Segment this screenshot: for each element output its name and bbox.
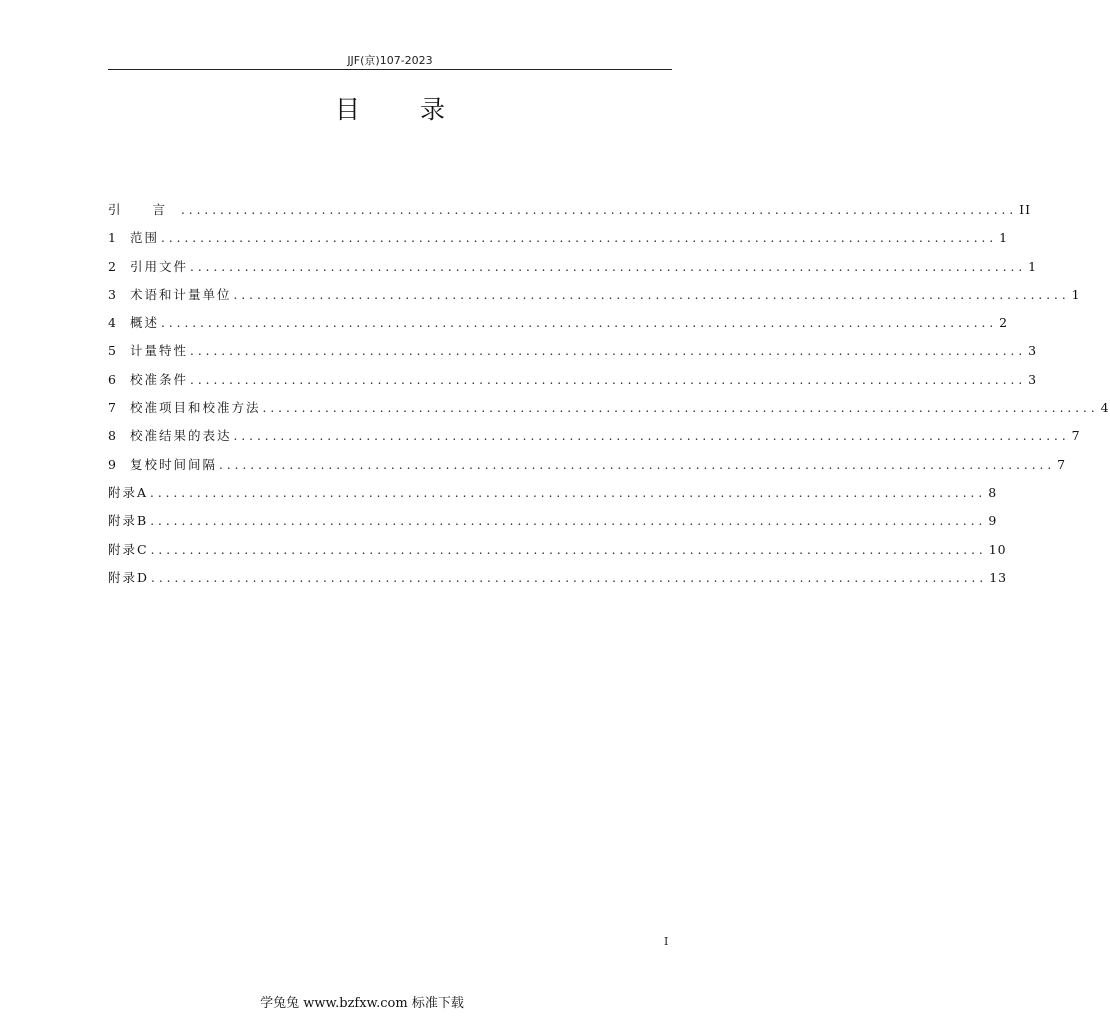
toc-entry-number: 9: [108, 456, 116, 472]
toc-dot-leader: ...........................................................................................................: [161, 316, 998, 331]
toc-entry-label: 附录A: [108, 484, 149, 500]
toc-entry-label: 附录B: [108, 513, 149, 529]
toc-entry-5[interactable]: [108, 337, 1038, 365]
toc-entry-page: 1: [999, 230, 1009, 246]
toc-entry-number: 3: [108, 286, 116, 302]
toc-entry-page: II: [1019, 202, 1032, 217]
toc-dot-leader: ...........................................................................................................: [262, 401, 1099, 416]
toc-entry-appendix-c[interactable]: [108, 536, 1007, 564]
toc-entry-3[interactable]: [108, 281, 1081, 309]
toc-entry-page: 1: [1028, 258, 1038, 274]
toc-entry-label: 计量特性: [130, 343, 189, 359]
page-title: 目 录: [335, 95, 471, 124]
toc-dot-leader: ...........................................................................................................: [219, 457, 1056, 472]
toc-dot-leader: ...........................................................................................................: [150, 514, 987, 529]
toc-entry-number: 6: [108, 371, 116, 387]
toc-dot-leader: ...........................................................................................................: [150, 485, 987, 500]
toc-entry-page: 13: [989, 569, 1008, 585]
toc-entry-page: 9: [988, 513, 998, 529]
toc-entry-9[interactable]: [108, 451, 1067, 479]
toc-entry-label: 校准条件: [130, 371, 189, 387]
toc-entry-appendix-b[interactable]: [108, 507, 998, 535]
toc-dot-leader: ...........................................................................................................: [161, 231, 998, 246]
toc-entry-label: 范围: [130, 230, 160, 246]
toc-entry-4[interactable]: [108, 309, 1009, 337]
toc-entry-number: 5: [108, 343, 116, 359]
toc-entry-page: 7: [1071, 428, 1081, 444]
footer-watermark: 学兔兔 www.bzfxw.com 标准下载: [260, 996, 464, 1011]
document-header: JJF(京)107-2023: [347, 54, 433, 67]
toc-entry-label: 校准项目和校准方法: [130, 400, 261, 416]
toc-entry-intro[interactable]: [108, 196, 1032, 224]
header-divider: [108, 69, 672, 70]
toc-dot-leader: ...........................................................................................................: [190, 344, 1027, 359]
toc-dot-leader: ...........................................................................................................: [190, 259, 1027, 274]
toc-entry-6[interactable]: [108, 366, 1038, 394]
toc-entry-8[interactable]: [108, 422, 1081, 450]
toc-entry-page: 3: [1028, 371, 1038, 387]
toc-entry-label: 引用文件: [130, 258, 189, 274]
toc-entry-page: 10: [988, 541, 1007, 557]
table-of-contents: [108, 196, 1110, 592]
toc-entry-7[interactable]: [108, 394, 1110, 422]
toc-entry-label: 概述: [130, 315, 160, 331]
toc-entry-number: 1: [108, 230, 116, 246]
toc-entry-number: 8: [108, 428, 116, 444]
toc-entry-page: 3: [1028, 343, 1038, 359]
toc-entry-appendix-a[interactable]: [108, 479, 998, 507]
toc-dot-leader: ...........................................................................................................: [190, 372, 1027, 387]
toc-entry-number: 2: [108, 258, 116, 274]
toc-entry-page: 7: [1057, 456, 1067, 472]
toc-entry-page: 2: [999, 315, 1009, 331]
toc-entry-label: 附录C: [108, 541, 149, 557]
toc-entry-appendix-d[interactable]: [108, 564, 1008, 592]
toc-dot-leader: ...........................................................................................................: [151, 570, 988, 585]
toc-entry-page: 4: [1100, 400, 1110, 416]
toc-entry-number: 7: [108, 400, 116, 416]
toc-dot-leader: ...........................................................................................................: [150, 542, 987, 557]
toc-entry-page: 8: [988, 484, 998, 500]
toc-dot-leader: ...........................................................................................................: [180, 203, 1018, 217]
toc-entry-page: 1: [1071, 286, 1081, 302]
page-number: I: [664, 935, 669, 948]
toc-entry-label: 附录D: [108, 569, 150, 585]
toc-entry-label: 校准结果的表达: [130, 428, 232, 444]
toc-entry-label: 术语和计量单位: [130, 286, 232, 302]
toc-entry-label: 复校时间间隔: [130, 456, 218, 472]
toc-entry-2[interactable]: [108, 253, 1038, 281]
toc-entry-1[interactable]: [108, 224, 1009, 252]
toc-dot-leader: ...........................................................................................................: [233, 429, 1070, 444]
toc-entry-label: 引 言: [108, 202, 179, 217]
toc-entry-number: 4: [108, 315, 116, 331]
toc-dot-leader: ...........................................................................................................: [233, 287, 1070, 302]
